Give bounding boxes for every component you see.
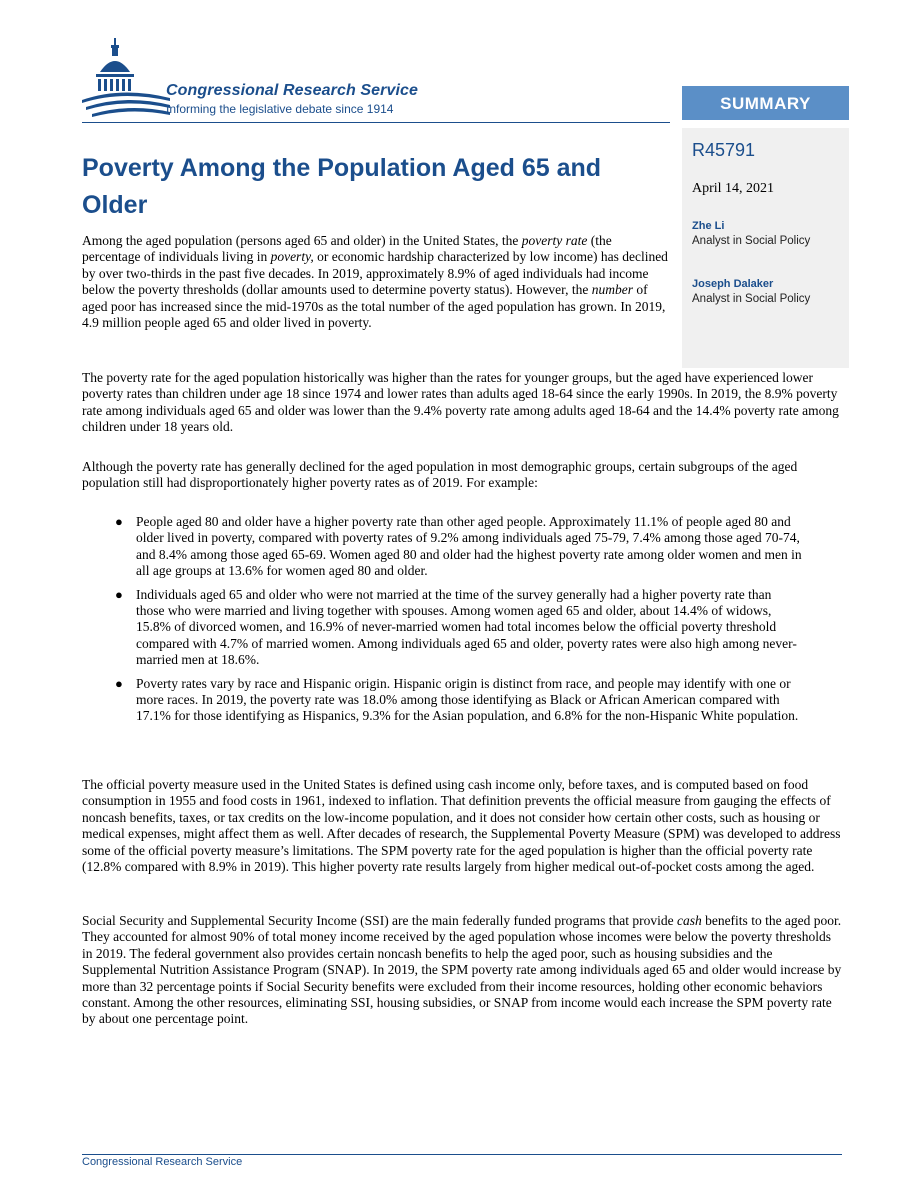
author-title: Analyst in Social Policy xyxy=(692,235,811,247)
capitol-dome-logo xyxy=(82,36,172,122)
org-tagline: Informing the legislative debate since 1914 xyxy=(166,102,394,116)
summary-paragraph: Among the aged population (persons aged 65 and older) in the United States, the poverty rate (the percentage of individuals living in poverty, or economic hardship characterized by low income) has declined by over two-thirds in the past five decades. In 2019, approximately 8.9% of aged individuals had income below the poverty thresholds (dollar amounts used to determine poverty status). However, the number of aged poor has increased since the mid-1970s as the total number of the aged population has grown. In 2019, 4.9 million people aged 65 and older lived in poverty. xyxy=(82,233,668,331)
author-name: Zhe Li xyxy=(692,220,725,232)
footer-text: Congressional Research Service xyxy=(82,1156,243,1168)
body-paragraph: Social Security and Supplemental Security Income (SSI) are the main federally funded programs that provide cash benefits to the aged poor. They accounted for almost 90% of total money income received by the aged population whose incomes were below the poverty thresholds in 2019. The federal government also provides certain noncash benefits to help the aged poor, such as housing subsidies and the Supplemental Nutrition Assistance Program (SNAP). In 2019, the SPM poverty rate among individuals aged 65 and older would increase by more than 32 percentage points if Social Security benefits were excluded from their income resources, holding other economic behaviors constant. Among the other resources, eliminating SSI, housing subsidies, or SNAP from income would each increase the SPM poverty rate by about one percentage point. xyxy=(82,913,842,1027)
report-date: April 14, 2021 xyxy=(692,181,775,196)
summary-sidebar xyxy=(682,128,849,368)
bullet-item: ● People aged 80 and older have a higher poverty rate than other aged people. Approximately 11.1% of people aged 80 and older lived in poverty, compared with poverty rates of 9.2% among individuals aged 75-79, 7.4% among those aged 70-74, and 8.4% among those aged 65-69. Women aged 80 and older had the highest poverty rate among older women and men in all age groups at 13.6% for women aged 80 and older. xyxy=(115,514,802,579)
bullet-item: ● Individuals aged 65 and older who were not married at the time of the survey generally had a higher poverty rate than those who were married and living together with spouses. Among women aged 65 and older, about 14.4% of widows, 15.8% of divorced women, and 16.9% of never-married women had total incomes below the official poverty threshold compared with 4.7% of married women. Among individuals aged 65 and older, poverty rates were also high among never-married men at 18.6%. xyxy=(115,586,797,668)
org-name: Congressional Research Service xyxy=(166,82,419,99)
bullet-icon: ● xyxy=(115,675,123,691)
body-paragraph: Although the poverty rate has generally declined for the aged population in most demographic groups, certain subgroups of the aged population still had disproportionately higher poverty rates as of 2019. For example: xyxy=(82,459,798,491)
header-divider xyxy=(82,122,670,123)
summary-label: SUMMARY xyxy=(720,94,811,113)
summary-banner xyxy=(682,86,849,120)
bullet-icon: ● xyxy=(115,586,123,602)
author-name: Joseph Dalaker xyxy=(692,278,774,290)
document-title: Poverty Among the Population Aged 65 and Older xyxy=(82,154,602,219)
report-number: R45791 xyxy=(692,140,756,160)
author-title: Analyst in Social Policy xyxy=(692,293,811,305)
bullet-list xyxy=(82,514,802,732)
body-paragraph: The poverty rate for the aged population historically was higher than the rates for younger groups, but the aged have experienced lower poverty rates than children under age 18 since 1974 and lower rates than adults aged 18-64 since the early 1990s. In 2019, the 8.9% poverty rate among individuals aged 65 and older was lower than the 9.4% poverty rate among adults aged 18-64 and the 14.4% poverty rate among children under 18 years old. xyxy=(82,370,839,435)
bullet-icon: ● xyxy=(115,514,123,529)
body-paragraph: The official poverty measure used in the United States is defined using cash income only, before taxes, and is computed based on food consumption in 1955 and food costs in 1961, indexed to inflation. That definition prevents the official measure from gauging the effects of noncash benefits, taxes, or tax credits on the low-income population, and it does not consider how certain other costs, such as housing or medical expenses, might affect them as well. After decades of research, the Supplemental Poverty Measure (SPM) was developed to address some of the official poverty measure’s limitations. The SPM poverty rate for the aged population is higher than the official poverty rate (12.8% compared with 8.9% in 2019). This higher poverty rate results largely from higher medical out-of-pocket costs among the aged. xyxy=(82,777,841,875)
bullet-item: ● Poverty rates vary by race and Hispanic origin. Hispanic origin is distinct from race, and people may identify with one or more races. In 2019, the poverty rate was 18.0% among those identifying as Black or African American compared with 17.1% for those identifying as Hispanics, 9.3% for the Asian population, and 6.8% for the non-Hispanic White population. xyxy=(115,675,799,724)
footer-divider xyxy=(82,1154,842,1155)
